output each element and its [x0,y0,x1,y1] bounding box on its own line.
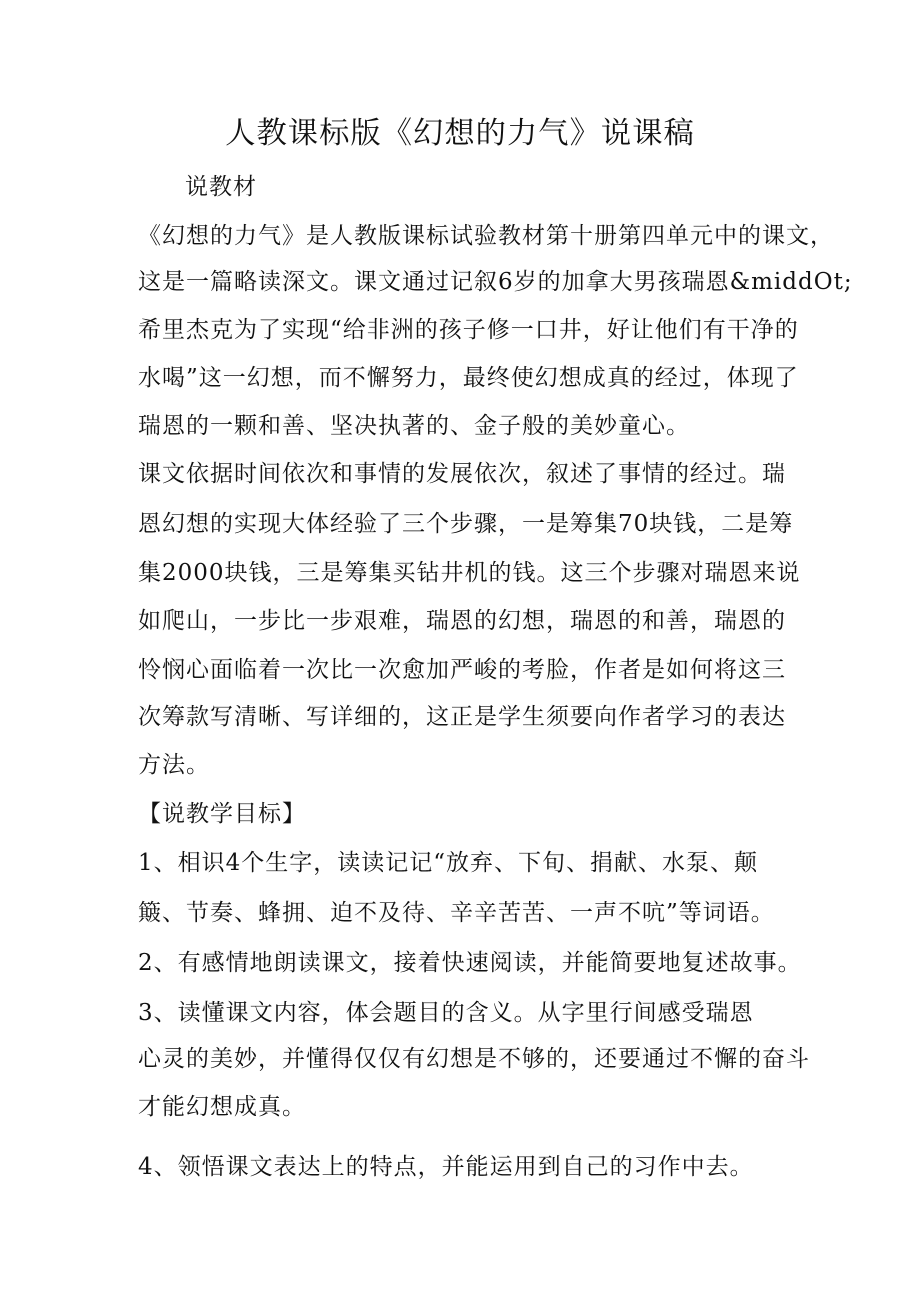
paragraph-line: 集2000块钱，三是筹集买钻井机的钱。这三个步骤对瑞恩来说 [138,560,801,586]
document-title: 人教课标版《幻想的力气》说课稿 [225,116,695,151]
paragraph-line: 希里杰克为了实现“给非洲的孩子修一口井，好让他们有干净的 [138,317,799,343]
paragraph-line: 水喝”这一幻想，而不懈努力，最终使幻想成真的经过，体现了 [138,365,799,391]
paragraph-line: 方法。 [138,752,210,778]
paragraph-line: 恩幻想的实现大体经验了三个步骤，一是筹集70块钱，二是筹 [138,511,794,537]
paragraph-line: 如爬山，一步比一步艰难，瑞恩的幻想，瑞恩的和善，瑞恩的 [138,608,786,634]
goals-heading: 【说教学目标】 [138,801,306,827]
paragraph-line: 次筹款写清晰、写详细的，这正是学生须要向作者学习的表达 [138,704,786,730]
paragraph-line: 这是一篇略读深文。课文通过记叙6岁的加拿大男孩瑞恩&middOt; [138,269,853,295]
goal-line: 1、相识4个生字，读读记记“放弃、下旬、捐献、水泵、颠 [138,850,759,876]
paragraph-line: 瑞恩的一颗和善、坚决执著的、金子般的美妙童心。 [138,413,690,439]
goal-line: 簸、节奏、蜂拥、迫不及待、辛辛苦苦、一声不吭”等词语。 [138,900,775,926]
paragraph-line: 怜悯心面临着一次比一次愈加严峻的考脸，作者是如何将这三 [138,657,786,683]
goal-line: 4、领悟课文表达上的特点，并能运用到自己的习作中去。 [138,1154,754,1180]
section-heading: 说教材 [185,174,257,200]
goal-line: 心灵的美妙，并懂得仅仅有幻想是不够的，还要通过不懈的奋斗 [138,1046,810,1072]
paragraph-line: 课文依据时间依次和事情的发展依次，叙述了事情的经过。瑞 [138,461,786,487]
goal-line: 才能幻想成真。 [138,1094,306,1120]
goal-line: 2、有感情地朗读课文，接着快速阅读，并能简要地复述故事。 [138,950,802,976]
paragraph-line: 《幻想的力气》是人教版课标试验教材第十册第四单元中的课文， [138,223,834,249]
goal-line: 3、读懂课文内容，体会题目的含义。从字里行间感受瑞恩 [138,1000,754,1026]
